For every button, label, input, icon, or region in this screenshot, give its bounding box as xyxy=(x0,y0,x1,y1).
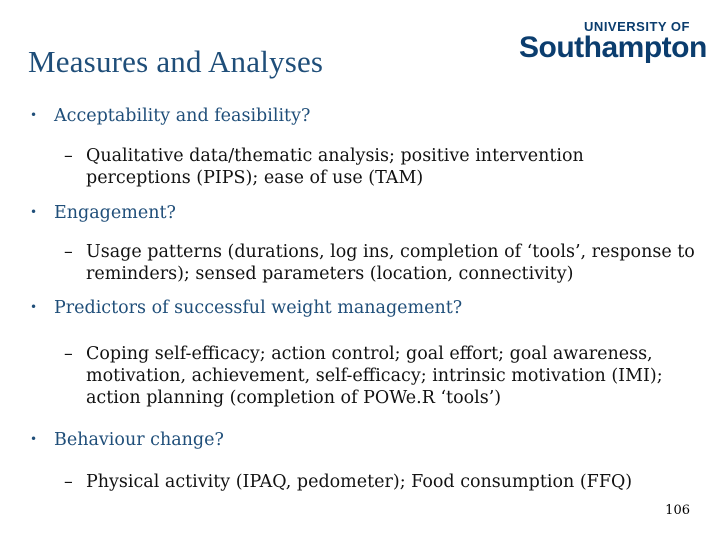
sub-text: Coping self-efficacy; action control; goal effort; goal awareness, motivation, achievement, self-efficacy; intrinsic motivation (IMI); action planning (completion of POWe.R ‘tools’) xyxy=(86,344,663,408)
bullet-item xyxy=(30,298,462,318)
university-logo xyxy=(519,19,707,69)
bullet-icon: • xyxy=(30,205,38,219)
sub-item xyxy=(64,343,684,409)
sub-item xyxy=(64,471,704,493)
logo-line-1: UNIVERSITY OF xyxy=(584,19,690,34)
sub-text: Qualitative data/thematic analysis; positive intervention perceptions (PIPS); ease of use (TAM) xyxy=(86,146,584,188)
slide-title: Measures and Analyses xyxy=(28,44,324,79)
bullet-item xyxy=(30,106,310,126)
bullet-text: Engagement? xyxy=(54,203,176,223)
sub-item xyxy=(64,241,704,285)
bullet-icon: • xyxy=(30,300,38,314)
bullet-text: Behaviour change? xyxy=(54,430,224,450)
bullet-icon: • xyxy=(30,108,38,122)
bullet-text: Predictors of successful weight management? xyxy=(54,298,463,318)
dash-icon: – xyxy=(64,242,73,262)
bullet-item xyxy=(30,430,224,450)
page-number: 106 xyxy=(665,503,690,518)
bullet-icon: • xyxy=(30,432,38,446)
logo-line-2: Southampton xyxy=(519,31,707,64)
dash-icon: – xyxy=(64,472,73,492)
sub-item xyxy=(64,145,604,189)
sub-text: Usage patterns (durations, log ins, completion of ‘tools’, response to reminders); sensed parameters (location, connectivity) xyxy=(86,242,695,284)
dash-icon: – xyxy=(64,146,73,166)
sub-text: Physical activity (IPAQ, pedometer); Food consumption (FFQ) xyxy=(86,472,633,492)
bullet-item xyxy=(30,203,176,223)
bullet-text: Acceptability and feasibility? xyxy=(54,106,311,126)
dash-icon: – xyxy=(64,344,73,364)
